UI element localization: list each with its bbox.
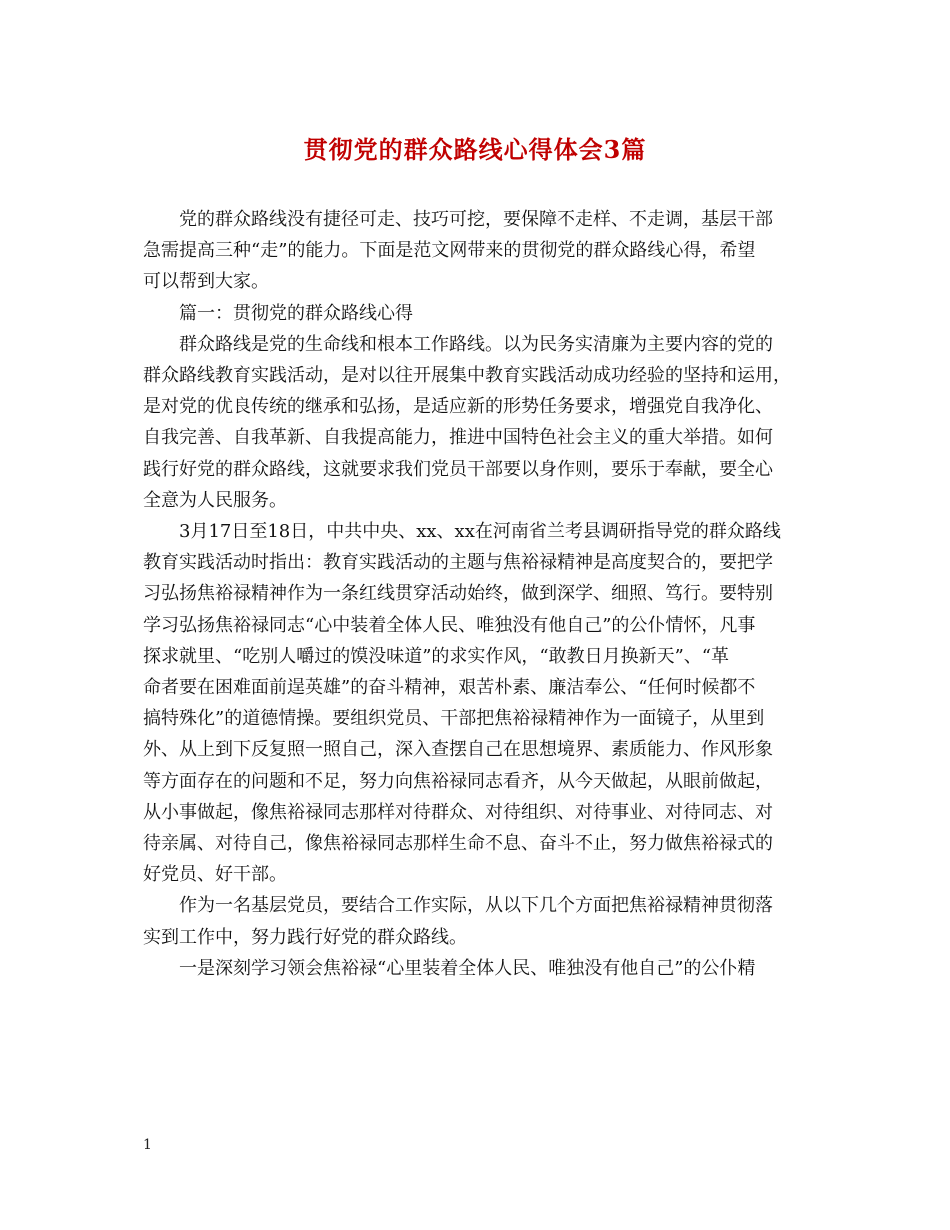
paragraph: 群众路线是党的生命线和根本工作路线。以为民务实清廉为主要内容的党的 群众路线教育实践活动，是对以往开展集中教育实践活动成功经验的坚持和运用， 是对党的优良传统的继承和弘扬，是适应新的形势任务要求，增强党自我净化、 自我完善、自我革新、自我提高能力，推进中国特色社会主义的重大举措。如何 践行好党的群众路线，这就要求我们党员干部要以身作则，要乐于奉献，要全心 全意为人民服务。	[143, 333, 791, 511]
section-heading: 篇一：贯彻党的群众路线心得	[179, 302, 413, 324]
document-body	[143, 204, 813, 984]
page-title: 贯彻党的群众路线心得体会3篇	[303, 135, 647, 164]
page-number: 1	[143, 1137, 152, 1153]
paragraph: 一是深刻学习领会焦裕禄“心里装着全体人民、唯独没有他自己”的公仆精	[179, 957, 756, 979]
paragraph: 党的群众路线没有捷径可走、技巧可挖，要保障不走样、不走调，基层干部 急需提高三种“走”的能力。下面是范文网带来的贯彻党的群众路线心得，希望 可以帮到大家。	[143, 209, 773, 293]
paragraph: 作为一名基层党员，要结合工作实际，从以下几个方面把焦裕禄精神贯彻落 实到工作中，努力践行好党的群众路线。	[143, 895, 773, 948]
paragraph: 3月17日至18日，中共中央、xx、xx在河南省兰考县调研指导党的群众路线 教育实践活动时指出：教育实践活动的主题与焦裕禄精神是高度契合的，要把学 习弘扬焦裕禄精神作为一条红线贯穿活动始终，做到深学、细照、笃行。要特别 学习弘扬焦裕禄同志“心中装着全体人民、唯独没有他自己”的公仆情怀，凡事 探求就里、“吃别人嚼过的馍没味道”的求实作风，“敢教日月换新天”、“革 命者要在困难面前逞英雄”的奋斗精神，艰苦朴素、廉洁奉公、“任何时候都不 搞特殊化”的道德情操。要组织党员、干部把焦裕禄精神作为一面镜子，从里到 外、从上到下反复照一照自己，深入查摆自己在思想境界、素质能力、作风形象 等方面存在的问题和不足，努力向焦裕禄同志看齐，从今天做起，从眼前做起， 从小事做起，像焦裕禄同志那样对待群众、对待组织、对待事业、对待同志、对 待亲属、对待自己，像焦裕禄同志那样生命不息、奋斗不止，努力做焦裕禄式的 好党员、好干部。	[143, 521, 781, 886]
